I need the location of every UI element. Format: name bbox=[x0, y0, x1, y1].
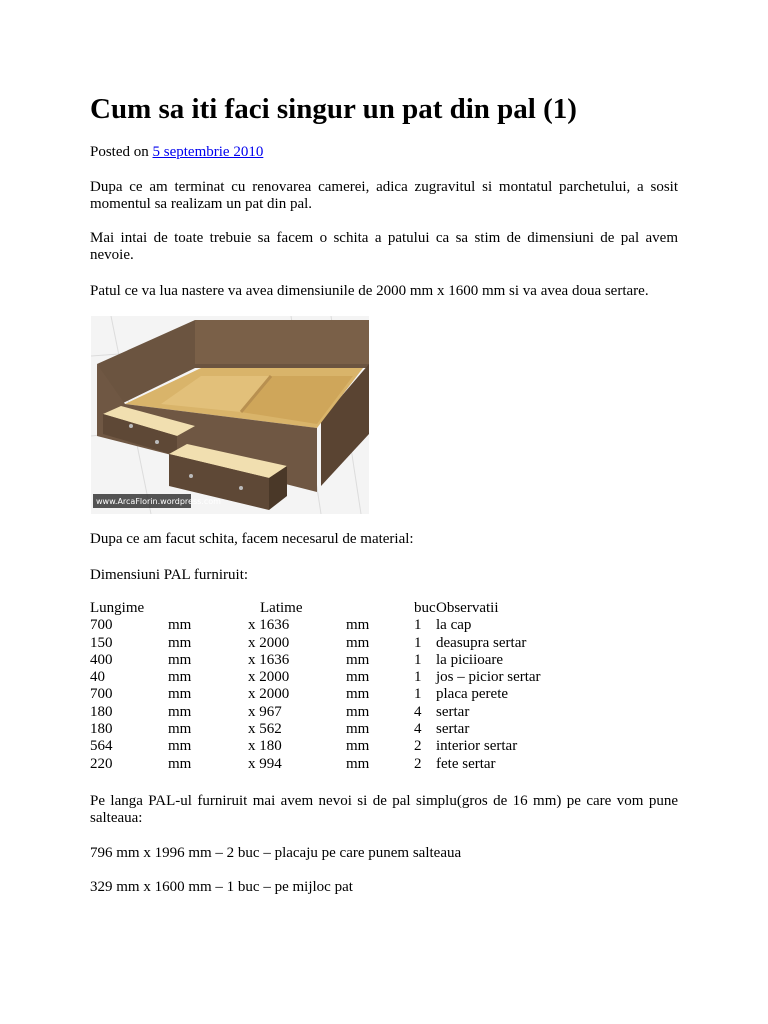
cell-buc: 2 bbox=[414, 755, 422, 772]
cell-lungime: 400 bbox=[90, 651, 113, 668]
cell-lungime: 564 bbox=[90, 738, 113, 755]
cell-unit-1: mm bbox=[168, 703, 192, 720]
cell-buc: 1 bbox=[414, 634, 422, 651]
paragraph-dimensions: Patul ce va lua nastere va avea dimensiunile de 2000 mm x 1600 mm si va avea doua sertare. bbox=[90, 283, 649, 299]
posted-prefix: Posted on bbox=[90, 144, 149, 160]
cell-latime: x 2000 bbox=[248, 669, 290, 686]
header-lungime: Lungime bbox=[90, 600, 145, 616]
cell-lungime: 180 bbox=[90, 703, 113, 720]
cell-buc: 1 bbox=[414, 686, 422, 703]
paragraph-intro: Dupa ce am terminat cu renovarea camerei, adica zugravitul si montatul parchetului, a sosit momentul sa realizam un pat din pal. bbox=[90, 179, 678, 212]
cell-unit-2: mm bbox=[346, 634, 370, 651]
cell-buc: 1 bbox=[414, 669, 422, 686]
paragraph-piece-2: 329 mm x 1600 mm – 1 buc – pe mijloc pat bbox=[90, 879, 353, 895]
cell-unit-1: mm bbox=[168, 617, 192, 634]
cell-lungime: 700 bbox=[90, 686, 113, 703]
cell-buc: 1 bbox=[414, 617, 422, 634]
cell-lungime: 40 bbox=[90, 669, 105, 686]
header-latime: Latime bbox=[260, 600, 303, 616]
post-title: Cum sa iti faci singur un pat din pal (1) bbox=[90, 93, 577, 125]
cell-observatii: jos – picior sertar bbox=[436, 669, 541, 686]
cell-lungime: 180 bbox=[90, 721, 113, 738]
cell-unit-2: mm bbox=[346, 755, 370, 772]
post-date-link[interactable]: 5 septembrie 2010 bbox=[152, 144, 264, 160]
cell-unit-2: mm bbox=[346, 617, 370, 634]
cell-latime: x 2000 bbox=[248, 634, 290, 651]
cell-lungime: 220 bbox=[90, 755, 113, 772]
cell-unit-1: mm bbox=[168, 721, 192, 738]
paragraph-material: Dupa ce am facut schita, facem necesarul de material: bbox=[90, 531, 414, 547]
cell-observatii: la piciioare bbox=[436, 651, 504, 668]
paragraph-sketch: Mai intai de toate trebuie sa facem o schita a patului ca sa stim de dimensiuni de pal avem nevoie. bbox=[90, 230, 678, 263]
cell-unit-1: mm bbox=[168, 634, 192, 651]
paragraph-pal-label: Dimensiuni PAL furniruit: bbox=[90, 567, 249, 583]
cell-unit-2: mm bbox=[346, 686, 370, 703]
cell-observatii: la cap bbox=[436, 617, 472, 634]
cell-latime: x 1636 bbox=[248, 651, 290, 668]
cell-lungime: 150 bbox=[90, 634, 113, 651]
cell-latime: x 967 bbox=[248, 703, 282, 720]
header-buc: buc bbox=[414, 600, 436, 616]
cell-observatii: sertar bbox=[436, 703, 470, 720]
cell-observatii: fete sertar bbox=[436, 755, 496, 772]
header-observatii: Observatii bbox=[436, 600, 499, 616]
cell-unit-1: mm bbox=[168, 755, 192, 772]
cell-unit-2: mm bbox=[346, 721, 370, 738]
bed-render-image bbox=[91, 316, 369, 514]
cell-unit-1: mm bbox=[168, 669, 192, 686]
cell-buc: 4 bbox=[414, 721, 422, 738]
cell-buc: 4 bbox=[414, 703, 422, 720]
cell-buc: 1 bbox=[414, 651, 422, 668]
post-meta bbox=[90, 143, 263, 161]
cell-buc: 2 bbox=[414, 738, 422, 755]
cell-unit-2: mm bbox=[346, 703, 370, 720]
paragraph-piece-1: 796 mm x 1996 mm – 2 buc – placaju pe care punem salteaua bbox=[90, 845, 462, 861]
cell-unit-2: mm bbox=[346, 651, 370, 668]
cell-unit-2: mm bbox=[346, 738, 370, 755]
cell-latime: x 562 bbox=[248, 721, 282, 738]
cell-unit-1: mm bbox=[168, 686, 192, 703]
cell-observatii: sertar bbox=[436, 721, 470, 738]
cell-unit-1: mm bbox=[168, 651, 192, 668]
image-watermark: www.ArcaFlorin.wordpress.com bbox=[96, 497, 221, 506]
cell-latime: x 994 bbox=[248, 755, 282, 772]
paragraph-simple-pal: Pe langa PAL-ul furniruit mai avem nevoi si de pal simplu(gros de 16 mm) pe care vom pune salteaua: bbox=[90, 793, 678, 826]
cell-observatii: interior sertar bbox=[436, 738, 518, 755]
cell-unit-2: mm bbox=[346, 669, 370, 686]
cell-latime: x 180 bbox=[248, 738, 282, 755]
cell-latime: x 1636 bbox=[248, 617, 290, 634]
cell-observatii: deasupra sertar bbox=[436, 634, 527, 651]
cell-unit-1: mm bbox=[168, 738, 192, 755]
cell-latime: x 2000 bbox=[248, 686, 290, 703]
cell-observatii: placa perete bbox=[436, 686, 509, 703]
cell-lungime: 700 bbox=[90, 617, 113, 634]
